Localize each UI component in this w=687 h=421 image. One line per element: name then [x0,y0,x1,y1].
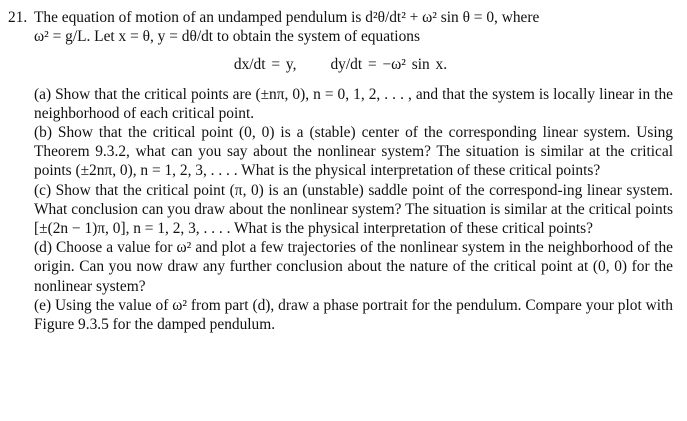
problem-number: 21. [8,9,28,26]
problem-stem [34,8,673,46]
part-b: (b) Show that the critical point (0, 0) is a (stable) center of the corresponding linear system. Using Theorem 9.3.2, what can you say about the nonlinear system? The situation is similar at the critical points (±2nπ, 0), n = 1, 2, 3, . . . . What is the physical interpretation of these critical points? [34,124,673,180]
equation-dx-dt: dx/dt = y, [233,56,297,74]
problem-parts [34,85,673,335]
equation-dy-dt: dy/dt = −ω² sin x. [330,56,448,74]
part-c: (c) Show that the critical point (π, 0) is an (unstable) saddle point of the correspond-ing linear system. What conclusion can you draw about the nonlinear system? The situation is similar at the critical points [±(2n − 1)π, 0], n = 1, 2, 3, . . . . What is the physical interpretation of these critical points? [34,181,673,238]
problem-statement [8,8,673,46]
system-of-equations [8,55,673,74]
part-a: (a) Show that the critical points are (±nπ, 0), n = 0, 1, 2, . . . , and that the system is locally linear in the neighborhood of each critical point. [34,85,673,122]
stem-line-2: ω² = g/L. Let x = θ, y = dθ/dt to obtain the system of equations [34,28,420,46]
part-e: (e) Using the value of ω² from part (d), draw a phase portrait for the pendulum. Compare your plot with Figure 9.3.5 for the damped pendulum. [34,296,673,334]
stem-line-1: The equation of motion of an undamped pendulum is d²θ/dt² + ω² sin θ = 0, where [34,9,540,26]
part-d: (d) Choose a value for ω² and plot a few trajectories of the nonlinear system in the neighborhood of the origin. Can you now draw any further conclusion about the nature of the critical point at (0, 0) for the nonlinear system? [34,239,673,295]
